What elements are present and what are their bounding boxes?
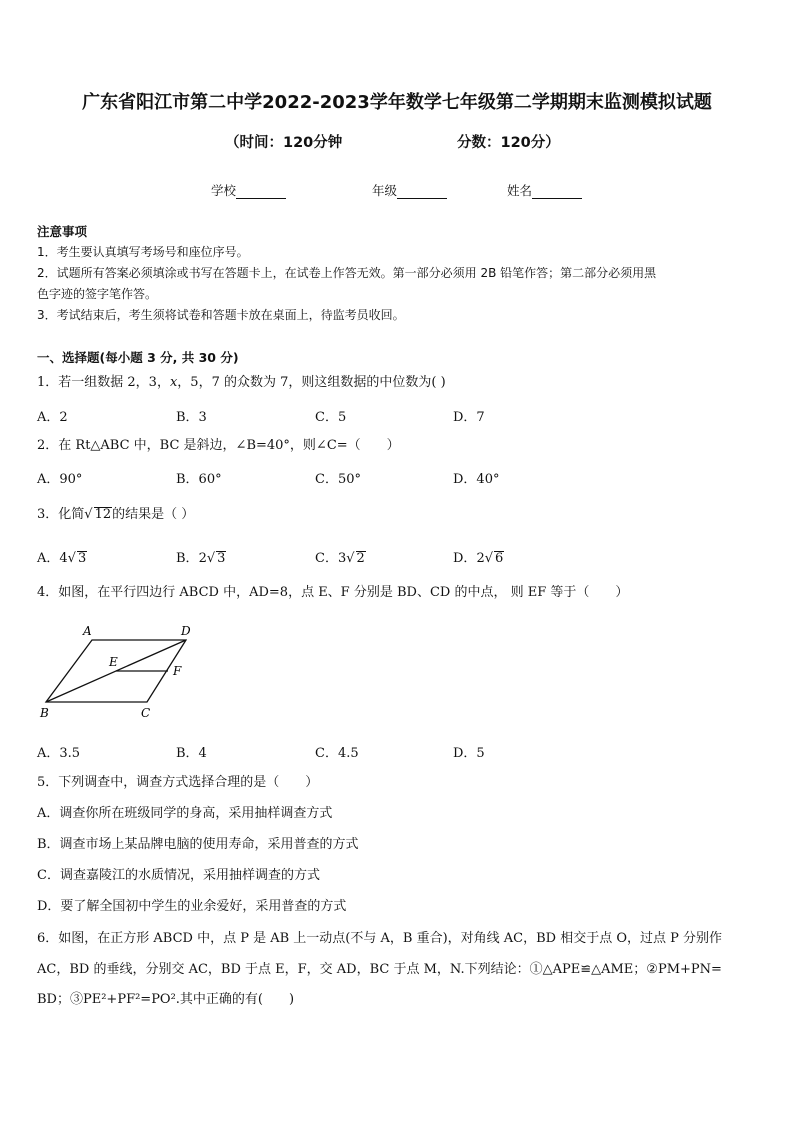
exam-score: 分数：120分） [457,135,560,151]
name-field [507,181,582,199]
option-c[interactable]: C．3√ 2 [315,551,365,566]
grade-field [372,181,447,199]
question-3-stem: 3．化简√ 12的结果是（ ） [37,507,195,522]
question-6-line: AC，BD 的垂线，分别交 AC，BD 于点 E，F，交 AD，BC 于点 M，N.下列结论：①△APE≌△AME；②PM+PN= [37,962,722,977]
question-text: 的结果是（ ） [112,507,195,522]
notice-title: 注意事项 [37,224,88,239]
option-d[interactable]: D．40° [453,472,500,487]
notice-item: 色字迹的签字笔作答。 [37,287,158,301]
section-title: 一、选择题(每小题 3 分, 共 30 分) [37,350,239,365]
notice-item: 3．考试结束后，考生须将试卷和答题卡放在桌面上，待监考员收回。 [37,308,405,322]
label-e: E [109,655,118,669]
coefficient: 3 [337,551,347,566]
option-b[interactable]: B．调查市场上某品牌电脑的使用寿命，采用普查的方式 [37,837,359,852]
radicand: 6 [495,551,504,566]
question-text: ，5，7 的众数为 7，则这组数据的中位数为( ) [177,375,446,390]
label-c: C [141,706,151,720]
option-b[interactable]: B．60° [176,472,222,487]
name-label: 姓名 [507,183,533,198]
question-1-stem [37,373,759,393]
coefficient: 4 [59,551,68,566]
grade-label: 年级 [372,183,398,198]
exam-title: 广东省阳江市第二中学2022-2023学年数学七年级第二学期期末监测模拟试题 [82,92,712,113]
radicand: 2 [356,551,365,566]
option-a[interactable]: A．90° [37,472,83,487]
question-2-stem: 2．在 Rt△ABC 中，BC 是斜边，∠B=40°，则∠C=（ ） [37,438,400,453]
option-c[interactable]: C．50° [315,472,361,487]
option-d[interactable]: D．2√ 6 [453,551,504,566]
radicand: 3 [217,551,226,566]
notice-item: 1．考生要认真填写考场号和座位序号。 [37,245,249,259]
question-4-stem: 4．如图，在平行四边行 ABCD 中，AD=8，点 E、F 分别是 BD、CD 的中点， 则 EF 等于（ ） [37,585,629,600]
option-d[interactable]: D．要了解全国初中学生的业余爱好，采用普查的方式 [37,899,347,914]
notice-section [37,221,759,326]
option-a[interactable]: A．调查你所在班级同学的身高，采用抽样调查方式 [37,806,333,821]
question-text: 3．化简 [37,507,85,522]
radicand: 12 [94,507,112,522]
name-blank [532,186,582,199]
option-a[interactable]: A．2 [37,410,68,425]
option-label: A． [37,551,60,566]
school-label: 学校 [211,183,237,198]
option-b[interactable]: B．2√ 3 [176,551,226,566]
label-f: F [173,664,182,678]
option-c[interactable]: C．调查嘉陵江的水质情况，采用抽样调查的方式 [37,868,320,883]
notice-item: 2．试题所有答案必须填涂或书写在答题卡上，在试卷上作答无效。第一部分必须用 2B 铅笔作答；第二部分必须用黑 [37,266,657,280]
variable-x: x [169,375,178,390]
coefficient: 2 [198,551,207,566]
option-b[interactable]: B．4 [176,746,207,761]
option-a[interactable]: A．3.5 [37,746,81,761]
option-c[interactable]: C．5 [315,410,347,425]
coefficient: 2 [476,551,485,566]
exam-time: （时间：120分钟 [225,135,343,151]
option-d[interactable]: D．5 [453,746,485,761]
exam-subtitle [225,131,585,152]
option-label: D． [453,551,477,566]
parallelogram-figure [34,620,204,720]
grade-blank [397,186,447,199]
school-field [211,181,286,199]
question-6-line: BD；③PE²+PF²=PO².其中正确的有( ) [37,992,295,1007]
radicand: 3 [77,551,87,566]
school-blank [236,186,286,199]
option-label: C． [315,551,338,566]
option-d[interactable]: D．7 [453,410,485,425]
option-c[interactable]: C．4.5 [315,746,359,761]
label-b: B [40,706,49,720]
option-label: B． [176,551,199,566]
option-a[interactable]: A．4√ 3 [37,551,87,566]
question-text: 1．若一组数据 2，3， [37,375,170,390]
option-b[interactable]: B．3 [176,410,207,425]
question-6-line: 6．如图，在正方形 ABCD 中，点 P 是 AB 上一动点(不与 A，B 重合)，对角线 AC，BD 相交于点 O，过点 P 分别作 [37,931,723,946]
label-d: D [181,624,191,638]
label-a: A [83,624,92,638]
question-5-stem: 5．下列调查中，调查方式选择合理的是（ ） [37,775,319,790]
